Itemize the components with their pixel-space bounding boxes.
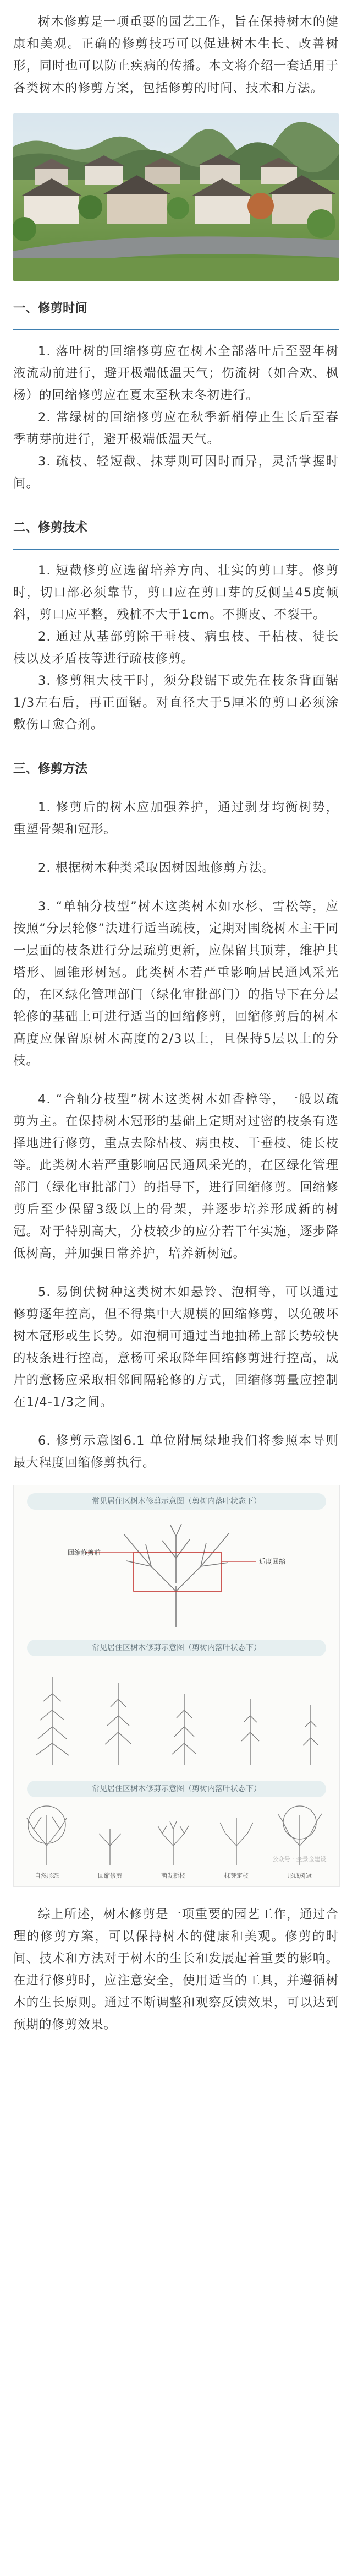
section-method-title: 三、修剪方法 [13, 762, 88, 776]
pruning-diagram-3 [14, 1802, 338, 1884]
stage-label-5: 形成树冠 [288, 1872, 312, 1879]
stage-label-3: 萌发新枝 [161, 1872, 185, 1879]
label-prune-before: 回缩修剪前 [68, 1549, 101, 1557]
figure-banner-3: 常见居住区树木修剪示意图（剪树内落叶状态下） [27, 1781, 326, 1797]
section-time-item-3: 3. 疏枝、轻短截、抹芽则可因时而异，灵活掌握时间。 [13, 454, 339, 491]
stage-label-2: 回缩修剪 [98, 1872, 122, 1879]
section-method-item-3: 3. “单轴分枝型”树木这类树木如水杉、雪松等，应按照“分层轮修”法进行适当疏枝，定期对围绕树木主干同一层面的枝条进行分层疏剪更新，应保留其顶芽，维护其塔形、圆锥形树冠。此类树木若严重影响居民通风采光的，在区绿化管理部门（绿化审批部门）的指导下在分层轮修的基础上可进行适当的回缩修剪，回缩修剪后的树木高度应保留原树木高度的2/3以上，且保持5层以上的分枝。 [13, 899, 339, 1068]
intro-paragraph: 树木修剪是一项重要的园艺工作，旨在保持树木的健康和美观。正确的修剪技巧可以促进树木生长、改善树形，同时也可以防止疾病的传播。本文将介绍一套适用于各类树木的修剪方案，包括修剪的时间、技术和方法。 [13, 15, 339, 95]
pruning-diagram-2 [14, 1661, 338, 1771]
watermark: 公众号 · 全景金建设 [272, 1856, 327, 1863]
conclusion-paragraph: 综上所述，树木修剪是一项重要的园艺工作，通过合理的修剪方案，可以保持树木的健康和美观。修剪的时间、技术和方法对于树木的生长和发展起着重要的影响。在进行修剪时，应注意安全，使用适当的工具，并遵循树木的生长原则。通过不断调整和观察反馈效果，可以达到预期的修剪效果。 [13, 1907, 339, 2032]
figure-banner-1: 常见居住区树木修剪示意图（剪树内落叶状态下） [27, 1493, 326, 1510]
section-divider [13, 549, 339, 550]
section-method-item-1: 1. 修剪后的树木应加强养护，通过剥芽均衡树势，重塑骨架和冠形。 [13, 800, 339, 837]
section-time-item-2: 2. 常绿树的回缩修剪应在秋季新梢停止生长后至春季萌芽前进行，避开极端低温天气。 [13, 410, 339, 447]
section-technique-item-2: 2. 通过从基部剪除干垂枝、病虫枝、干枯枝、徒长枝以及矛盾枝等进行疏枝修剪。 [13, 630, 339, 666]
section-technique-title: 二、修剪技术 [13, 520, 88, 535]
suburban-neighborhood-photo [13, 113, 339, 281]
label-prune-point: 适度回缩 [259, 1558, 286, 1565]
section-technique-item-3: 3. 修剪粗大枝干时，须分段锯下或先在枝条背面锯1/3左右后，再正面锯。对直径大于5厘米的剪口必须涂敷伤口愈合剂。 [13, 674, 339, 732]
section-time-title: 一、修剪时间 [13, 301, 88, 316]
pruning-diagram-1 [14, 1514, 338, 1630]
section-technique-item-1: 1. 短截修剪应选留培养方向、壮实的剪口芽。修剪时，切口部必须靠节，剪口应在剪口芽的反侧呈45度倾斜，剪口应平整，残桩不大于1cm。不撕皮、不裂干。 [13, 563, 339, 622]
stage-label-1: 自然形态 [35, 1872, 59, 1879]
stage-label-4: 抹芽定枝 [224, 1872, 249, 1879]
figure-banner-2: 常见居住区树木修剪示意图（剪树内落叶状态下） [27, 1640, 326, 1656]
section-method-item-4: 4. “合轴分枝型”树木这类树木如香樟等，一般以疏剪为主。在保持树木冠形的基础上定期对过密的枝条有选择地进行修剪，重点去除枯枝、病虫枝、干垂枝、徒长枝等。此类树木若严重影响居民通风采光的，在区绿化管理部门（绿化审批部门）的指导下，进行回缩修剪。回缩修剪后至少保留3级以上的骨架，并逐步培养形成新的树冠。对于特别高大，分枝较少的应分若干年实施，逐步降低树高，并加强日常养护，培养新树冠。 [13, 1092, 339, 1261]
pruning-diagram-figure [13, 1485, 340, 1887]
section-method-item-5: 5. 易倒伏树种这类树木如悬铃、泡桐等，可以通过修剪逐年控高，但不得集中大规模的回缩修剪，以免破坏树木冠形或生长势。如泡桐可通过当地抽稀上部长势较快的枝条进行控高，意杨可采取降年回缩修剪进行控高，成片的意杨应采取相邻间隔轮修的方式，回缩修剪量应控制在1/4-1/3之间。 [13, 1285, 339, 1409]
section-method-item-2: 2. 根据树木种类采取因树因地修剪方法。 [38, 861, 276, 875]
section-time-item-1: 1. 落叶树的回缩修剪应在树木全部落叶后至翌年树液流动前进行，避开极端低温天气；伤流树（如合欢、枫杨）的回缩修剪应在夏末至秋末冬初进行。 [13, 344, 339, 403]
section-divider [13, 329, 339, 330]
section-method-item-6: 6. 修剪示意图6.1 单位附属绿地我们将参照本导则最大程度回缩修剪执行。 [13, 1434, 339, 1470]
